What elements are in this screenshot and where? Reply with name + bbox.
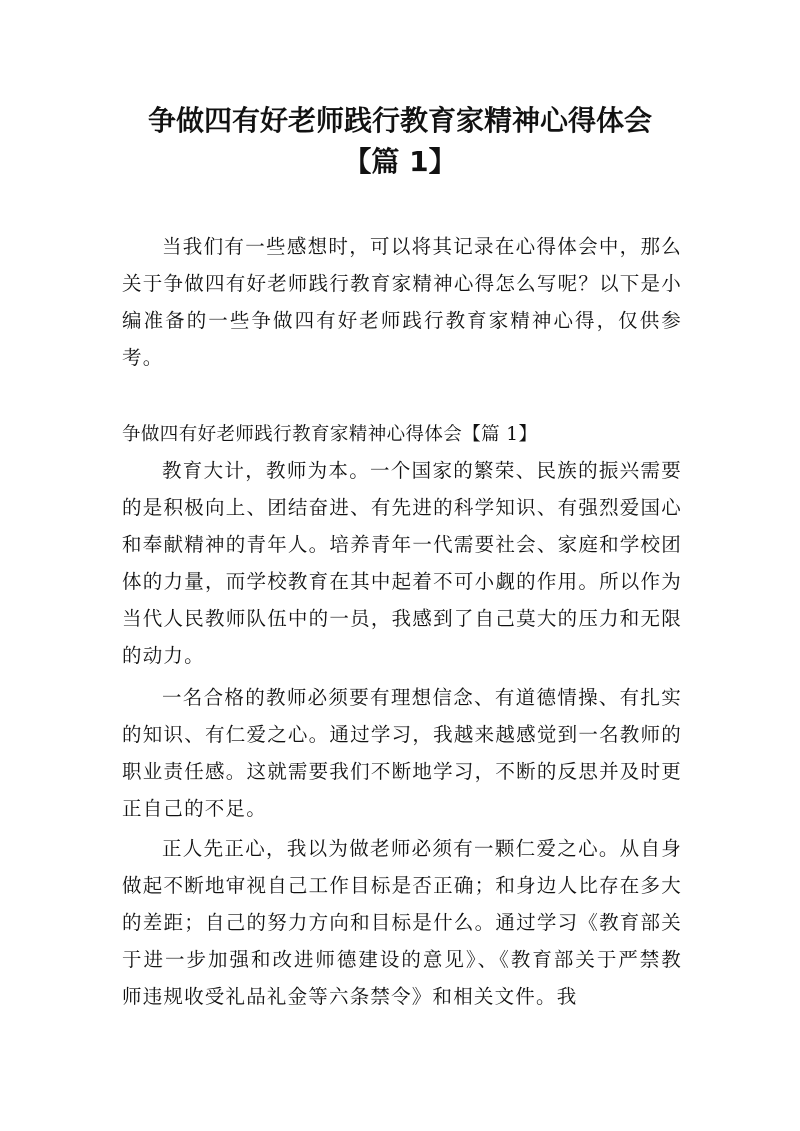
intro-paragraph: 当我们有一些感想时，可以将其记录在心得体会中，那么关于争做四有好老师践行教育家精神心得怎么写呢？以下是小编准备的一些争做四有好老师践行教育家精神心得，仅供参考。 xyxy=(122,235,682,369)
body-paragraph-1: 教育大计，教师为本。一个国家的繁荣、民族的振兴需要的是积极向上、团结奋进、有先进的科学知识、有强烈爱国心和奉献精神的青年人。培养青年一代需要社会、家庭和学校团体的力量，而学校教育在其中起着不可小觑的作用。所以作为当代人民教师队伍中的一员，我感到了自己莫大的压力和无限的动力。 xyxy=(122,459,682,667)
document-title: 争做四有好老师践行教育家精神心得体会 xyxy=(147,104,652,137)
section-heading: 争做四有好老师践行教育家精神心得体会【篇 1】 xyxy=(122,424,538,445)
document-title-suffix: 【篇 1】 xyxy=(343,145,457,178)
body-paragraph-3: 正人先正心，我以为做老师必须有一颗仁爱之心。从自身做起不断地审视自己工作目标是否正确；和身边人比存在多大的差距；自己的努力方向和目标是什么。通过学习《教育部关于进一步加强和改进师德建设的意见》、《教育部关于严禁教师违规收受礼品礼金等六条禁令》和相关文件。我 xyxy=(122,837,682,1008)
body-paragraph-2: 一名合格的教师必须要有理想信念、有道德情操、有扎实的知识、有仁爱之心。通过学习，我越来越感觉到一名教师的职业责任感。这就需要我们不断地学习，不断的反思并及时更正自己的不足。 xyxy=(122,686,682,820)
